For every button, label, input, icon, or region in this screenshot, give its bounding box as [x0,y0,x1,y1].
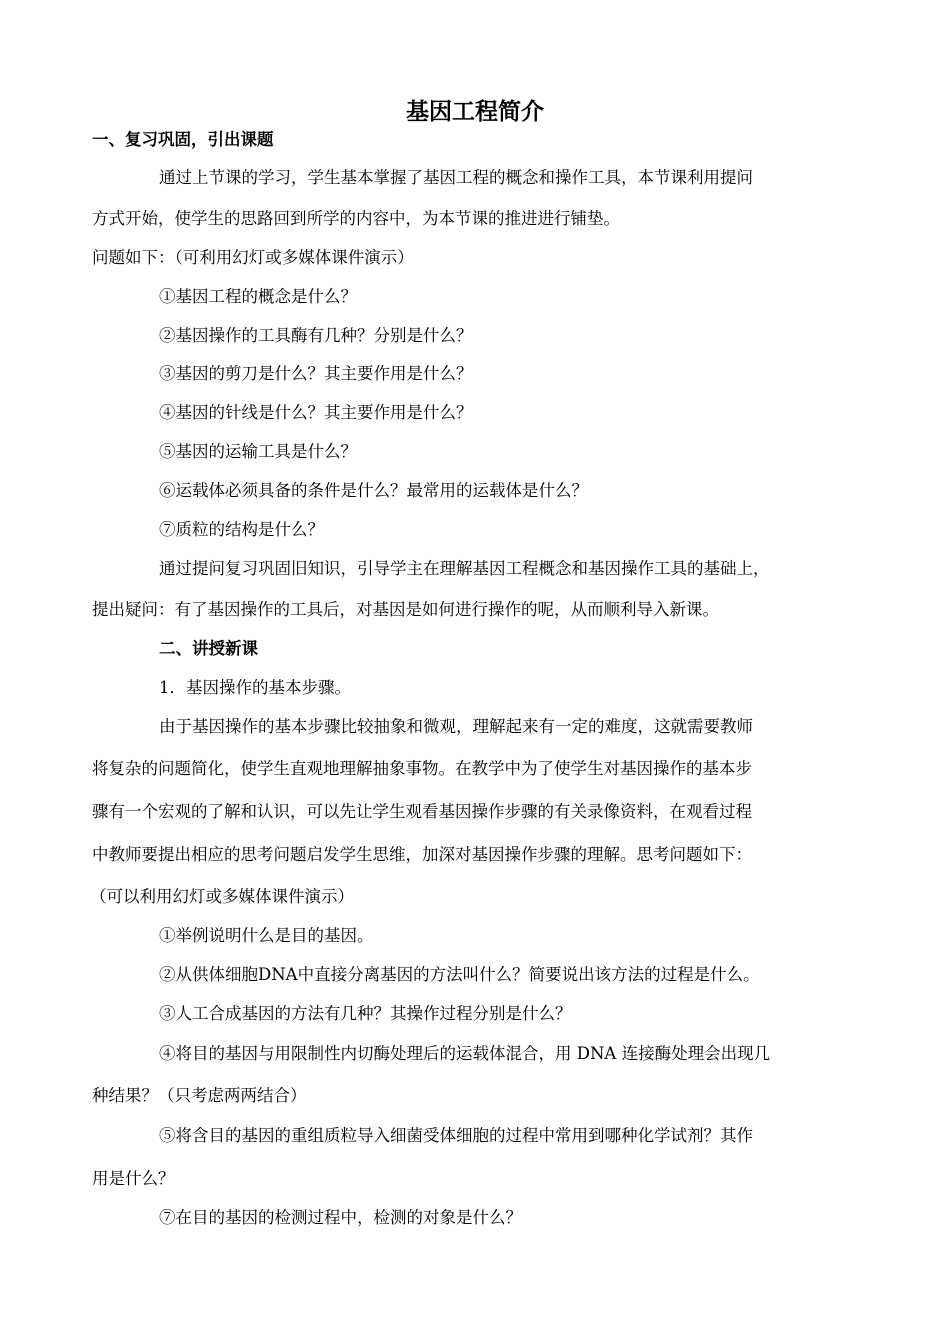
section2-para-line2: 将复杂的问题简化，使学生直观地理解抽象事物。在教学中为了使学生对基因操作的基本步 [92,759,752,778]
section1-question-2: ②基因操作的工具酶有几种？分别是什么？ [159,326,473,345]
section2-para-line1: 由于基因操作的基本步骤比较抽象和微观，理解起来有一定的难度，这就需要教师 [159,717,753,736]
section1-summary-line1: 通过提问复习巩固旧知识，引导学主在理解基因工程概念和基因操作工具的基础上， [159,559,770,578]
section1-question-6: ⑥运载体必须具备的条件是什么？最常用的运载体是什么？ [159,481,588,500]
section1-question-1: ①基因工程的概念是什么？ [159,287,357,306]
page-title: 基因工程简介 [406,99,544,125]
section1-heading: 一、复习巩固，引出课题 [92,130,274,149]
section1-question-5: ⑤基因的运输工具是什么？ [159,442,357,461]
section2-question-3: ③人工合成基因的方法有几种？其操作过程分别是什么？ [159,1004,572,1023]
section2-question-7: ⑦在目的基因的检测过程中，检测的对象是什么？ [159,1208,522,1227]
section1-question-4: ④基因的针线是什么？其主要作用是什么？ [159,403,473,422]
section2-question-2: ②从供体细胞DNA中直接分离基因的方法叫什么？简要说出该方法的过程是什么。 [159,965,760,984]
section1-question-3: ③基因的剪刀是什么？其主要作用是什么？ [159,364,473,383]
section2-question-1: ①举例说明什么是目的基因。 [159,926,374,945]
section2-question-5-line1: ⑤将含目的基因的重组质粒导入细菌受体细胞的过程中常用到哪种化学试剂？其作 [159,1126,753,1145]
section2-heading: 二、讲授新课 [159,639,258,658]
section1-intro-line2: 方式开始，使学生的思路回到所学的内容中，为本节课的推进进行铺垫。 [92,209,620,228]
section2-subheading: 1．基因操作的基本步骤。 [159,678,351,697]
section2-para-line5: （可以利用幻灯或多媒体课件演示） [90,887,354,906]
section1-questions-intro: 问题如下：（可利用幻灯或多媒体课件演示） [92,248,414,267]
section1-summary-line2: 提出疑问：有了基因操作的工具后，对基因是如何进行操作的呢，从而顺利导入新课。 [92,600,719,619]
section1-intro-line1: 通过上节课的学习，学生基本掌握了基因工程的概念和操作工具，本节课利用提问 [159,168,753,187]
section2-question-4-line2: 种结果？（只考虑两两结合） [92,1086,307,1105]
section2-para-line4: 中教师要提出相应的思考问题启发学生思维，加深对基因操作步骤的理解。思考问题如下： [92,845,752,864]
section2-question-5-line2: 用是什么？ [92,1169,175,1188]
section1-question-7: ⑦质粒的结构是什么？ [159,520,324,539]
section2-para-line3: 骤有一个宏观的了解和认识，可以先让学生观看基因操作步骤的有关录像资料，在观看过程 [92,802,752,821]
section2-question-4-line1: ④将目的基因与用限制性内切酶处理后的运载体混合，用 DNA 连接酶处理会出现几 [159,1044,771,1063]
